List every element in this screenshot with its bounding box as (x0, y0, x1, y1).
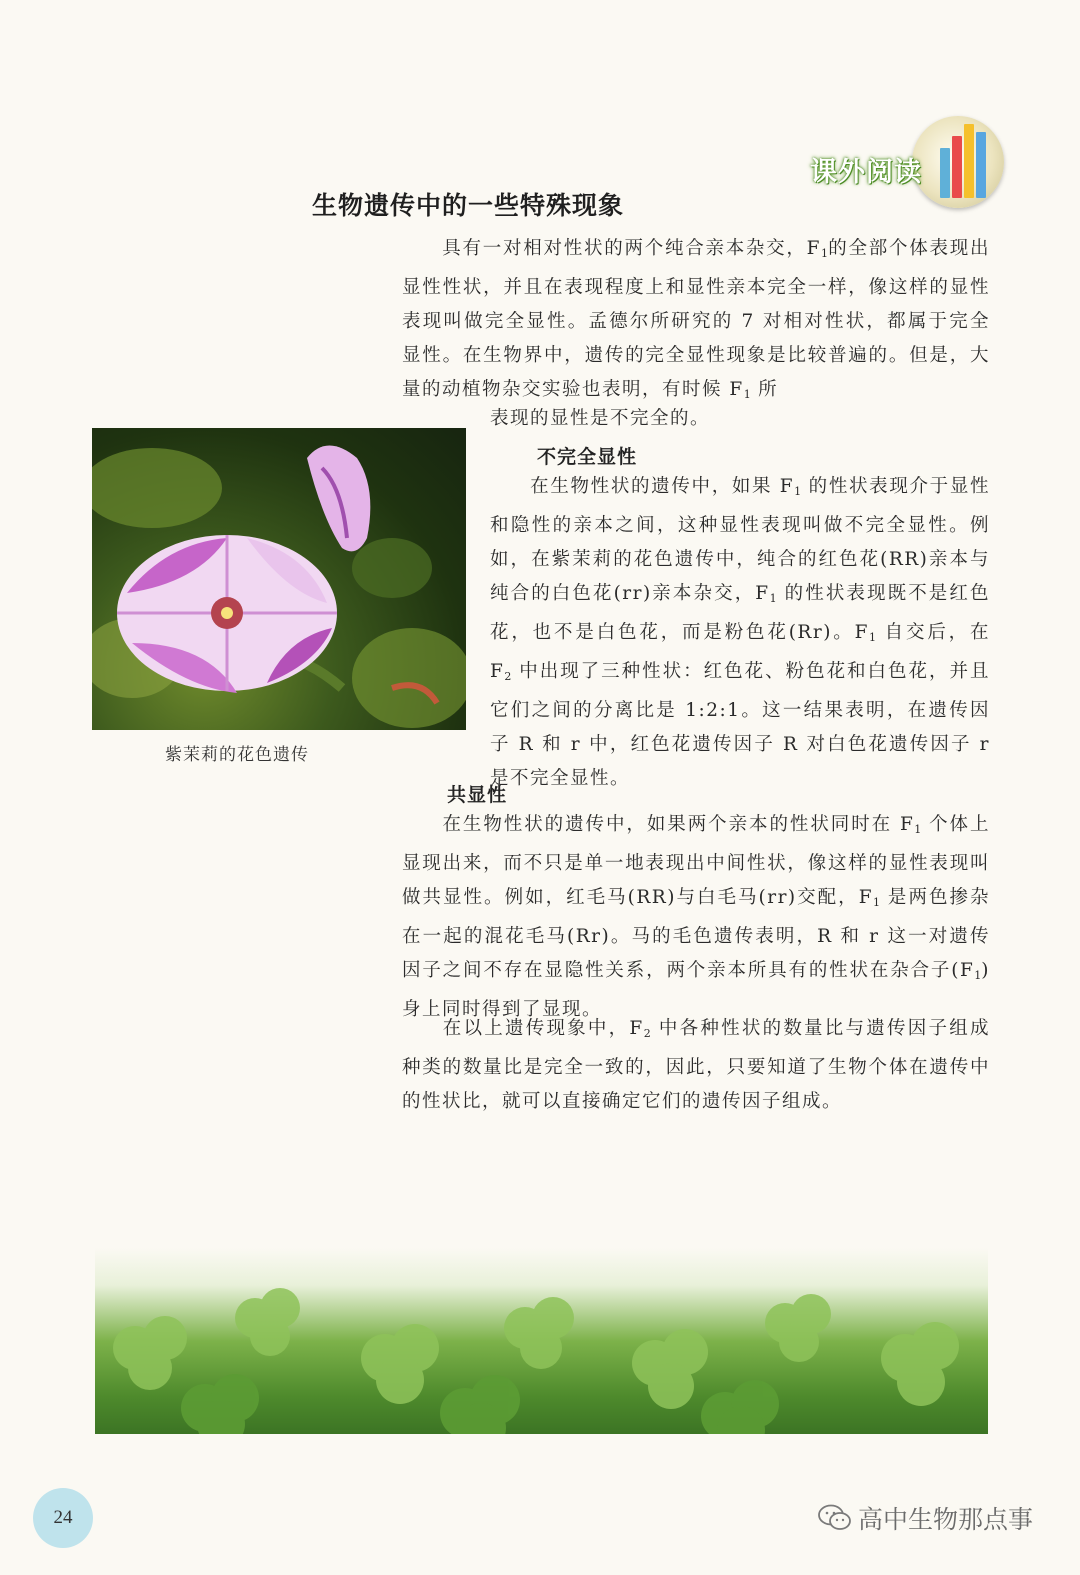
section-text: 的性状表现既不是红色花，也不是白色花，而是粉色花(Rr)。F (490, 583, 990, 643)
subscript: 1 (873, 896, 881, 909)
subscript: 1 (974, 969, 982, 982)
intro-text: 的全部个体表现出显性性状，并且在表现程度上和显性亲本完全一样，像这样的显性表现叫做完全显性。孟德尔所研究的 7 对相对性状，都属于完全显性。在生物界中，遗传的完全显性现象是比较普遍的。但是，大量的动植物杂交实验也表明，有时候 F (402, 238, 990, 400)
closing-text: 在以上遗传现象中，F (442, 1018, 644, 1039)
banner-book-icon (976, 132, 986, 198)
intro-text: 具有一对相对性状的两个纯合亲本杂交，F (442, 238, 822, 259)
four-o-clock-flower-photo (92, 428, 466, 730)
article-title: 生物遗传中的一些特殊现象 (312, 191, 625, 220)
subscript: 1 (794, 485, 802, 498)
section-heading-incomplete-dominance: 不完全显性 (537, 446, 638, 468)
banner-book-icon (940, 148, 950, 198)
photo-caption: 紫茉莉的花色遗传 (165, 745, 309, 765)
section-text: 自交后，在 F (490, 622, 991, 682)
subscript: 1 (769, 592, 777, 605)
intro-paragraph-end (490, 402, 990, 436)
section-text: 的性状表现介于显性和隐性的亲本之间，这种显性表现叫做不完全显性。例如，在紫茉莉的花色遗传中，纯合的红色花(RR)亲本与纯合的白色花(rr)亲本杂交，F (490, 476, 990, 604)
intro-text: 所 (750, 379, 779, 400)
watermark (818, 1500, 1033, 1536)
banner-book-icon (952, 136, 962, 198)
closing-text: 中各种性状的数量比与遗传因子组成种类的数量比是完全一致的，因此，只要知道了生物个体在遗传中的性状比，就可以直接确定它们的遗传因子组成。 (402, 1018, 990, 1112)
banner-book-icon (964, 124, 974, 198)
section-text: 在生物性状的遗传中，如果两个亲本的性状同时在 F (442, 814, 915, 835)
intro-text: 表现的显性是不完全的。 (490, 408, 711, 429)
subscript: 1 (743, 388, 751, 401)
subscript: 1 (868, 631, 876, 644)
banner-label: 课外阅读 (810, 157, 922, 188)
wechat-icon (818, 1504, 852, 1532)
extracurricular-reading-banner (790, 110, 1000, 220)
subscript: 1 (914, 823, 922, 836)
section-text: 个体上显现出来，而不只是单一地表现出中间性状，像这样的显性表现叫做共显性。例如，红毛马(RR)与白毛马(rr)交配，F (402, 814, 990, 908)
page-number: 24 (33, 1488, 93, 1548)
intro-paragraph (402, 232, 990, 412)
clover-decoration-image (95, 1248, 988, 1434)
section-text: 中出现了三种性状：红色花、粉色花和白色花，并且它们之间的分离比是 1:2:1。这一结果表明，在遗传因子 R 和 r 中，红色花遗传因子 R 对白色花遗传因子 r 是不完全显性。 (490, 661, 990, 789)
section-text: 是两色掺杂在一起的混花毛马(Rr)。马的毛色遗传表明，R 和 r 这一对遗传因子之间不存在显隐性关系，两个亲本所具有的性状在杂合子(F (402, 887, 990, 981)
section-text: 在生物性状的遗传中，如果 F (530, 476, 795, 497)
subscript: 2 (504, 670, 512, 683)
subscript: 2 (643, 1027, 651, 1040)
section-heading-codominance: 共显性 (447, 784, 508, 806)
codominance-paragraph (402, 808, 990, 1027)
subscript: 1 (821, 247, 829, 260)
section-text: )身上同时得到了显现。 (402, 960, 990, 1020)
closing-paragraph (402, 1012, 990, 1119)
watermark-text: 高中生物那点事 (858, 1505, 1034, 1534)
incomplete-dominance-paragraph (490, 470, 990, 796)
